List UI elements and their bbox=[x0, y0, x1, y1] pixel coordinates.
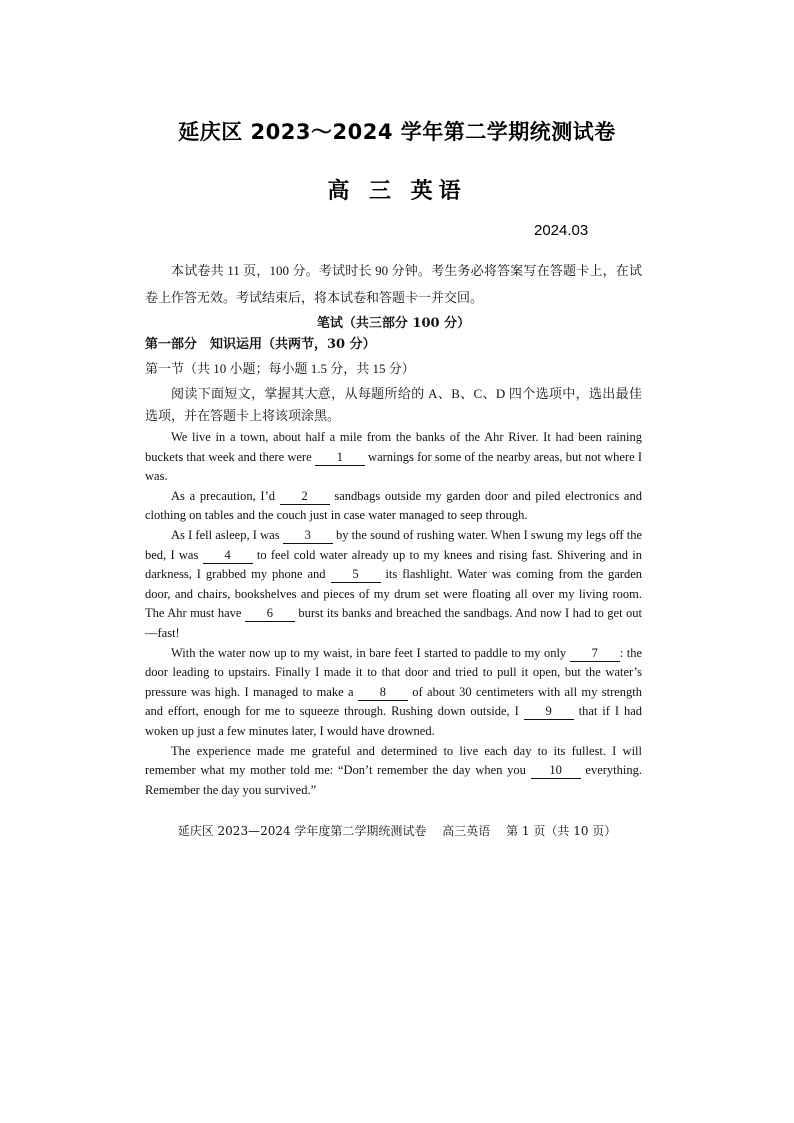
footer-subject: 高三英语 bbox=[442, 824, 491, 838]
passage-paragraph-1 bbox=[145, 428, 642, 487]
passage-paragraph-5 bbox=[145, 742, 642, 801]
passage-text: to feel cold water already up to my knees and rising fast. Shivering and in darkness, I grabbed my phone and bbox=[145, 547, 642, 582]
passage-text: everything. Remember the day you survived.” bbox=[145, 763, 642, 797]
passage-text: As I fell asleep, I was bbox=[171, 527, 283, 542]
passage-paragraph-4 bbox=[145, 644, 642, 742]
exam-instructions: 本试卷共 11 页，100 分。考试时长 90 分钟。考生务必将答案写在答题卡上，在试卷上作答无效。考试结束后，将本试卷和答题卡一并交回。 bbox=[145, 263, 642, 305]
passage-text: its flashlight. Water was coming from the garden door, and chairs, bookshelves and pieces of my drum set were floating all over my living room. The Ahr must have bbox=[145, 567, 642, 621]
blank-1: 1 bbox=[315, 450, 365, 466]
page-footer bbox=[0, 822, 794, 839]
blank-7: 7 bbox=[570, 646, 620, 662]
passage-text: that if I had woken up just a few minutes later, I would have drowned. bbox=[145, 704, 642, 738]
passage-text: sandbags outside my garden door and piled electronics and clothing on tables and the couch just in case water managed to seep through. bbox=[145, 488, 642, 523]
section-heading: 笔试（共三部分 100 分） bbox=[316, 316, 471, 331]
footer-page-number: 第 1 页（共 10 页） bbox=[506, 824, 617, 838]
blank-5: 5 bbox=[331, 567, 381, 583]
blank-6: 6 bbox=[245, 606, 295, 622]
passage-text: by the sound of rushing water. When I swung my legs off the bed, I was bbox=[145, 527, 643, 562]
blank-3: 3 bbox=[283, 528, 333, 544]
passage-text: : the door leading to upstairs. Finally I made it to that door and tried to pull it open, but the water’s pressure was high. I managed to make a bbox=[145, 645, 642, 699]
exam-title: 延庆区 2023～2024 学年第二学期统测试卷 bbox=[178, 120, 616, 144]
footer-exam-name: 延庆区 2023—2024 学年度第二学期统测试卷 bbox=[177, 824, 427, 838]
passage-text: With the water now up to my waist, in bare feet I started to paddle to my only bbox=[171, 645, 570, 660]
passage-text: burst its banks and breached the sandbags. And now I had to get out—fast! bbox=[145, 606, 642, 640]
passage-text: warnings for some of the nearby areas, but not where I was. bbox=[145, 449, 642, 484]
passage-text: As a precaution, I’d bbox=[171, 488, 280, 503]
subject-title: 高 三 英语 bbox=[327, 179, 467, 204]
blank-8: 8 bbox=[358, 685, 408, 701]
passage-paragraph-3 bbox=[145, 526, 642, 644]
exam-date: 2024.03 bbox=[534, 222, 589, 239]
passage-text: We live in a town, about half a mile from the banks of the Ahr River. It had been raining buckets that week and there were bbox=[145, 430, 642, 464]
blank-2: 2 bbox=[280, 489, 330, 505]
passage-text: The experience made me grateful and determined to live each day to its fullest. I will remember what my mother told me: “Don’t remember the day when you bbox=[145, 743, 642, 778]
cloze-passage bbox=[145, 428, 642, 800]
passage-paragraph-2 bbox=[145, 487, 642, 526]
subsection-heading: 第一节（共 10 小题；每小题 1.5 分，共 15 分） bbox=[145, 361, 415, 376]
part-heading: 第一部分 知识运用（共两节，30 分） bbox=[145, 337, 376, 352]
blank-10: 10 bbox=[531, 763, 581, 779]
passage-text: of about 30 centimeters with all my strength and effort, enough for me to squeeze through. Rushing down outside, I bbox=[145, 684, 642, 719]
cloze-directions: 阅读下面短文，掌握其大意，从每题所给的 A、B、C、D 四个选项中，选出最佳选项，并在答题卡上将该项涂黑。 bbox=[145, 386, 642, 423]
blank-9: 9 bbox=[524, 704, 574, 720]
blank-4: 4 bbox=[203, 548, 253, 564]
